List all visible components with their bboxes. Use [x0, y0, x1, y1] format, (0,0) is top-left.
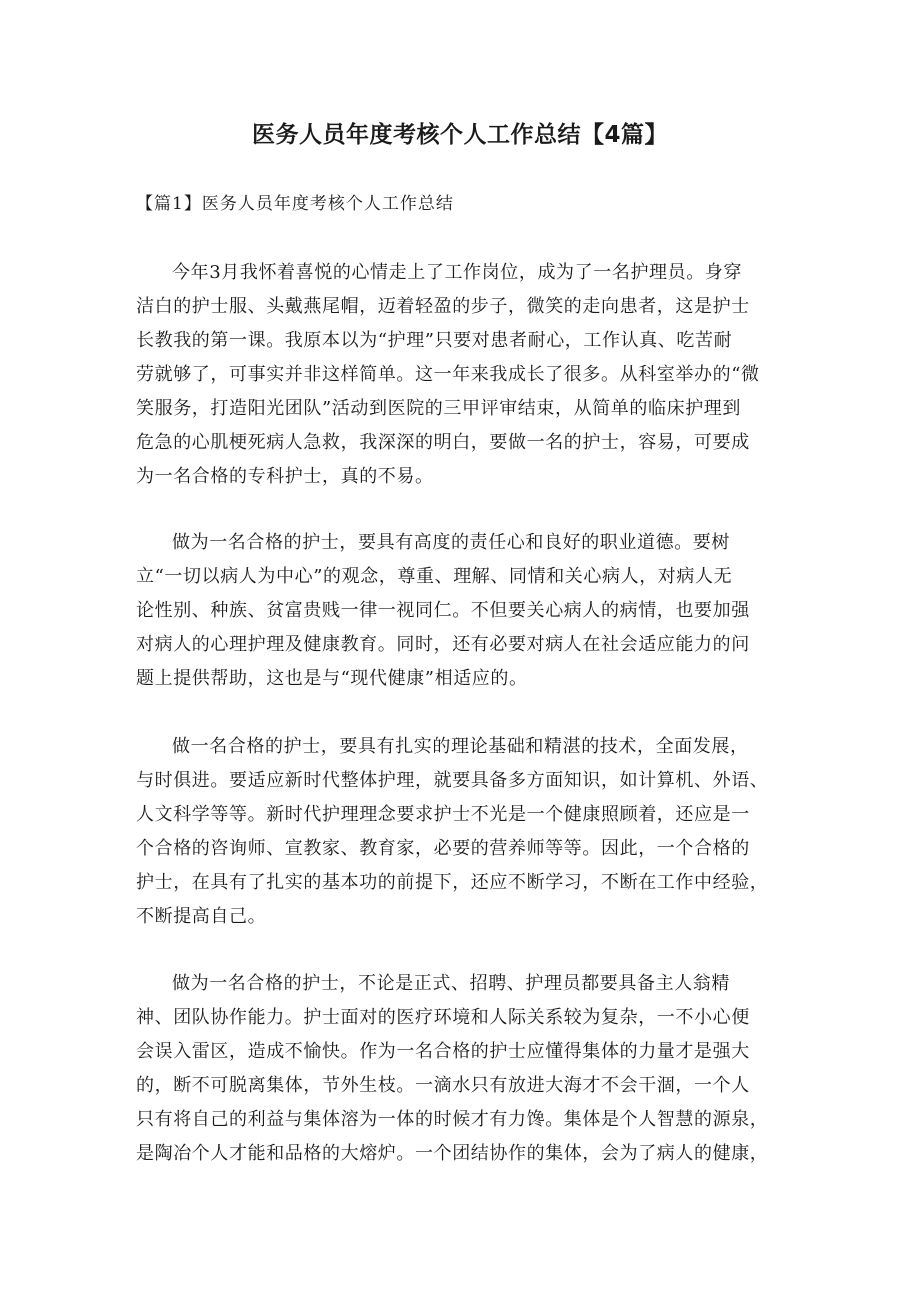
paragraph-line: 立“一切以病人为中心”的观念，尊重、理解、同情和关心病人，对病人无 [136, 566, 733, 587]
paragraph-line: 会误入雷区，造成不愉快。作为一名合格的护士应懂得集体的力量才是强大 [136, 1041, 750, 1062]
paragraph-3 [136, 730, 796, 934]
paragraph-line: 人文科学等等。新时代护理理念要求护士不光是一个健康照顾着，还应是一 [136, 804, 750, 825]
paragraph-4 [136, 967, 796, 1171]
paragraph-line: 长教我的第一课。我原本以为“护理”只要对患者耐心，工作认真、吃苦耐 [136, 330, 733, 351]
paragraph-line: 是陶冶个人才能和品格的大熔炉。一个团结协作的集体，会为了病人的健康， [136, 1143, 769, 1164]
paragraph-line: 做为一名合格的护士，要具有高度的责任心和良好的职业道德。要树 [172, 532, 730, 553]
paragraph-line: 只有将自己的利益与集体溶为一体的时候才有力馋。集体是个人智慧的源泉， [136, 1109, 769, 1130]
paragraph-line: 洁白的护士服、头戴燕尾帽，迈着轻盈的步子，微笑的走向患者，这是护士 [136, 296, 750, 317]
paragraph-line: 做为一名合格的护士，不论是正式、招聘、护理员都要具备主人翁精 [172, 973, 730, 994]
paragraph-line: 护士，在具有了扎实的基本功的前提下，还应不断学习，不断在工作中经验， [136, 872, 769, 893]
paragraph-line: 今年3月我怀着喜悦的心情走上了工作岗位，成为了一名护理员。身穿 [172, 262, 743, 283]
paragraph-line: 个合格的咨询师、宣教家、教育家，必要的营养师等等。因此，一个合格的 [136, 838, 750, 859]
paragraph-line: 对病人的心理护理及健康教育。同时，还有必要对病人在社会适应能力的问 [136, 634, 750, 655]
paragraph-line: 危急的心肌梗死病人急救，我深深的明白，要做一名的护士，容易，可要成 [136, 432, 750, 453]
paragraph-line: 论性别、种族、贫富贵贱一律一视同仁。不但要关心病人的病情，也要加强 [136, 600, 750, 621]
paragraph-line: 做一名合格的护士，要具有扎实的理论基础和精湛的技术，全面发展， [172, 736, 749, 757]
paragraph-line: 神、团队协作能力。护士面对的医疗环境和人际关系较为复杂，一不小心便 [136, 1007, 750, 1028]
paragraph-line: 不断提高自己。 [136, 906, 267, 927]
paragraph-2 [136, 526, 796, 696]
section-heading: 【篇1】医务人员年度考核个人工作总结 [136, 194, 454, 214]
paragraph-line: 笑服务，打造阳光团队”活动到医院的三甲评审结束，从简单的临床护理到 [136, 398, 741, 419]
paragraph-line: 与时俱进。要适应新时代整体护理，就要具备多方面知识，如计算机、外语、 [136, 770, 769, 791]
paragraph-1 [136, 256, 796, 494]
paragraph-line: 题上提供帮助，这也是与“现代健康”相适应的。 [136, 668, 528, 689]
paragraph-line: 的，断不可脱离集体，节外生枝。一滴水只有放进大海才不会干涸，一个人 [136, 1075, 750, 1096]
document-title: 医务人员年度考核个人工作总结【4篇】 [251, 122, 668, 148]
paragraph-line: 劳就够了，可事实并非这样简单。这一年来我成长了很多。从科室举办的“微 [136, 364, 760, 385]
paragraph-line: 为一名合格的专科护士，真的不易。 [136, 466, 434, 487]
